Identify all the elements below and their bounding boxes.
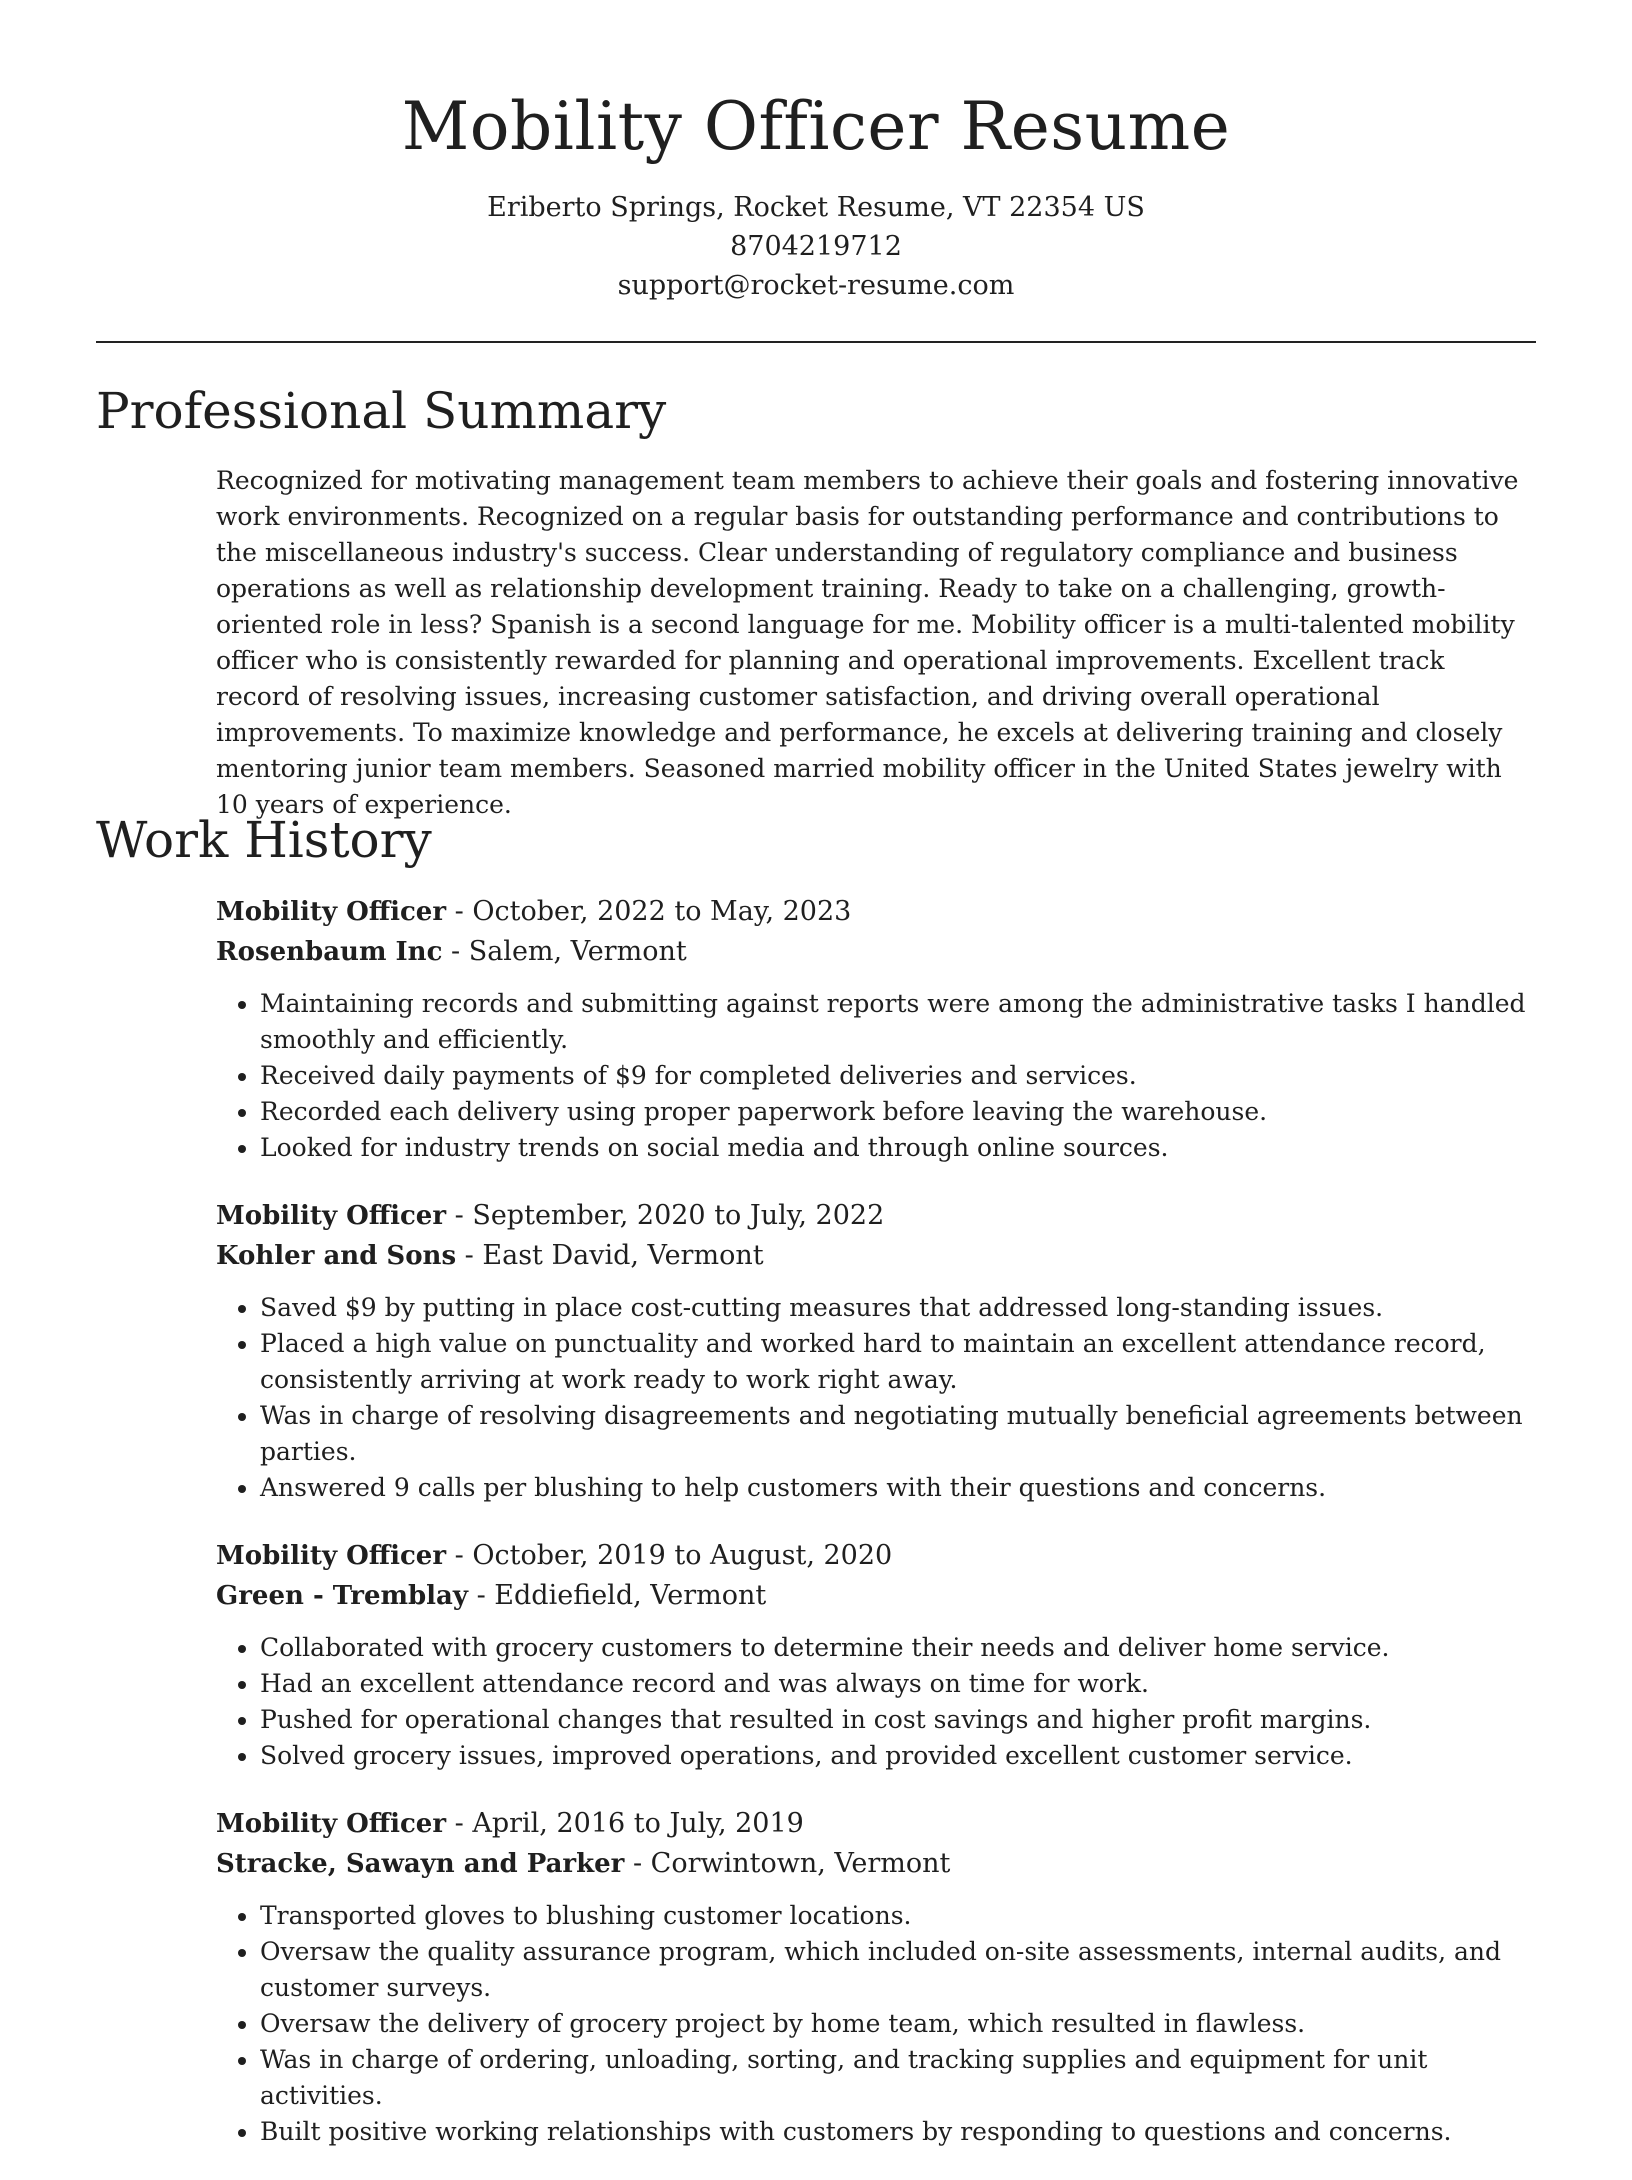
job-location: - Eddiefield, Vermont xyxy=(468,1580,767,1611)
job-dates: - April, 2016 to July, 2019 xyxy=(446,1808,804,1839)
job-bullet: • Answered 9 calls per blushing to help customers with their questions and concerns. xyxy=(260,1470,1536,1506)
job-company-line xyxy=(216,1576,1536,1616)
page-title: Mobility Officer Resume xyxy=(401,88,1231,165)
job-bullets xyxy=(216,986,1536,1166)
job-title: Mobility Officer xyxy=(216,897,447,927)
job-bullet: • Placed a high value on punctuality and worked hard to maintain an excellent attendance record, consistently arriving at work ready to work right away. xyxy=(260,1326,1536,1398)
job-bullets xyxy=(216,1290,1536,1506)
job-company-line xyxy=(216,1236,1536,1276)
job-location: - Corwintown, Vermont xyxy=(624,1848,951,1879)
job-company: Green - Tremblay xyxy=(216,1581,469,1611)
job-bullet: • Solved grocery issues, improved operations, and provided excellent customer service. xyxy=(260,1738,1536,1774)
job-bullet: • Transported gloves to blushing customer locations. xyxy=(260,1898,1536,1934)
job-bullet: • Collaborated with grocery customers to determine their needs and deliver home service. xyxy=(260,1630,1536,1666)
contact-email: support@rocket-resume.com xyxy=(617,270,1015,301)
contact-phone: 8704219712 xyxy=(730,231,902,262)
job-bullet: • Saved $9 by putting in place cost-cutting measures that addressed long-standing issues. xyxy=(260,1290,1536,1326)
resume-header xyxy=(0,0,1632,305)
job-location: - Salem, Vermont xyxy=(442,936,687,967)
job-dates: - October, 2019 to August, 2020 xyxy=(446,1540,893,1571)
job-bullet: • Was in charge of ordering, unloading, sorting, and tracking supplies and equipment for unit activities. xyxy=(260,2042,1536,2114)
job-bullet: • Pushed for operational changes that resulted in cost savings and higher profit margins. xyxy=(260,1702,1536,1738)
header-divider xyxy=(96,341,1536,343)
job-title-line xyxy=(216,1196,1536,1236)
job-entry xyxy=(216,892,1536,1166)
job-entry xyxy=(216,1536,1536,1774)
job-bullet: • Looked for industry trends on social media and through online sources. xyxy=(260,1130,1536,1166)
summary-heading: Professional Summary xyxy=(96,382,667,440)
job-entry xyxy=(216,1196,1536,1506)
job-bullet: • Maintaining records and submitting against reports were among the administrative tasks I handled smoothly and efficiently. xyxy=(260,986,1536,1058)
job-dates: - September, 2020 to July, 2022 xyxy=(446,1200,885,1231)
job-bullet: • Built positive working relationships with customers by responding to questions and concerns. xyxy=(260,2114,1536,2150)
job-bullets xyxy=(216,1898,1536,2150)
work-history-list xyxy=(216,892,1536,2180)
job-dates: - October, 2022 to May, 2023 xyxy=(446,896,852,927)
job-company: Kohler and Sons xyxy=(216,1241,457,1271)
job-bullet: • Oversaw the quality assurance program, which included on-site assessments, internal audits, and customer surveys. xyxy=(260,1934,1536,2006)
summary-text: Recognized for motivating management team members to achieve their goals and fostering innovative work environments. Recognized on a regular basis for outstanding performance and contributions to the miscellaneous industry's success. Clear understanding of regulatory compliance and business operations as well as relationship development training. Ready to take on a challenging, growth-oriented role in less? Spanish is a second language for me. Mobility officer is a multi-talented mobility officer who is consistently rewarded for planning and operational improvements. Excellent track record of resolving issues, increasing customer satisfaction, and driving overall operational improvements. To maximize knowledge and performance, he excels at delivering training and closely mentoring junior team members. Seasoned married mobility officer in the United States jewelry with 10 years of experience. xyxy=(216,466,1519,819)
job-title: Mobility Officer xyxy=(216,1201,447,1231)
job-company-line xyxy=(216,932,1536,972)
job-company: Rosenbaum Inc xyxy=(216,937,443,967)
contact-address: Eriberto Springs, Rocket Resume, VT 22354 US xyxy=(487,192,1145,223)
job-entry xyxy=(216,1804,1536,2150)
work-history-heading: Work History xyxy=(96,811,432,869)
job-location: - East David, Vermont xyxy=(456,1240,764,1271)
job-title-line xyxy=(216,1536,1536,1576)
contact-info xyxy=(0,188,1632,305)
job-title-line xyxy=(216,1804,1536,1844)
job-company-line xyxy=(216,1844,1536,1884)
job-title-line xyxy=(216,892,1536,932)
job-title: Mobility Officer xyxy=(216,1541,447,1571)
job-company: Stracke, Sawayn and Parker xyxy=(216,1849,625,1879)
job-bullet: • Recorded each delivery using proper paperwork before leaving the warehouse. xyxy=(260,1094,1536,1130)
job-bullet: • Received daily payments of $9 for completed deliveries and services. xyxy=(260,1058,1536,1094)
job-bullet: • Was in charge of resolving disagreements and negotiating mutually beneficial agreements between parties. xyxy=(260,1398,1536,1470)
job-title: Mobility Officer xyxy=(216,1809,447,1839)
job-bullets xyxy=(216,1630,1536,1774)
job-bullet: • Oversaw the delivery of grocery project by home team, which resulted in flawless. xyxy=(260,2006,1536,2042)
job-bullet: • Had an excellent attendance record and was always on time for work. xyxy=(260,1666,1536,1702)
